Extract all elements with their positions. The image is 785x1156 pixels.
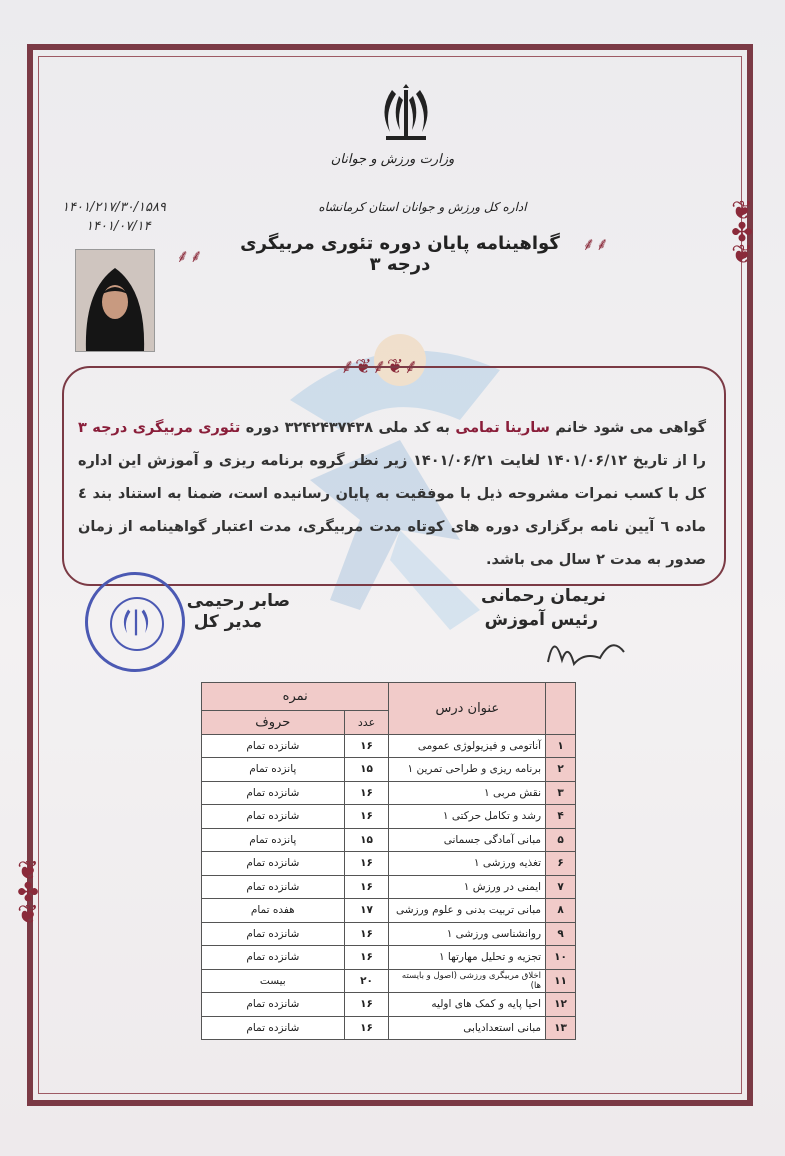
row-grade-words: شانزده تمام bbox=[202, 946, 345, 970]
row-number: ۱۱ bbox=[546, 969, 576, 993]
row-grade-words: شانزده تمام bbox=[202, 1016, 345, 1040]
row-grade-words: شانزده تمام bbox=[202, 734, 345, 758]
table-row bbox=[202, 758, 576, 782]
row-grade-words: شانزده تمام bbox=[202, 993, 345, 1017]
table-row bbox=[202, 969, 576, 993]
row-number: ۱۳ bbox=[546, 1016, 576, 1040]
row-subject: ایمنی در ورزش ۱ bbox=[389, 875, 546, 899]
row-subject: مبانی استعدادیابی bbox=[389, 1016, 546, 1040]
side-ornament-right-icon: ❦ ✤ ❦ bbox=[731, 196, 753, 270]
course-name: تئوری مربیگری درجه ۳ bbox=[78, 420, 241, 436]
row-number: ۱۰ bbox=[546, 946, 576, 970]
table-row bbox=[202, 805, 576, 829]
row-grade-digits: ۱۶ bbox=[344, 734, 389, 758]
row-subject: برنامه ریزی و طراحی تمرین ۱ bbox=[389, 758, 546, 782]
row-subject: تجزیه و تحلیل مهارتها ۱ bbox=[389, 946, 546, 970]
table-header-subject: عنوان درس bbox=[389, 683, 546, 735]
row-number: ۴ bbox=[546, 805, 576, 829]
table-row bbox=[202, 1016, 576, 1040]
row-number: ۷ bbox=[546, 875, 576, 899]
iran-emblem-icon bbox=[374, 84, 438, 144]
row-grade-words: شانزده تمام bbox=[202, 852, 345, 876]
row-number: ۱۲ bbox=[546, 993, 576, 1017]
row-subject: مبانی آمادگی جسمانی bbox=[389, 828, 546, 852]
row-subject: اخلاق مربیگری ورزشی (اصول و بایسته ها) bbox=[389, 969, 546, 993]
row-number: ۶ bbox=[546, 852, 576, 876]
row-grade-digits: ۱۶ bbox=[344, 852, 389, 876]
recipient-name: سارینا تمامی bbox=[455, 420, 550, 436]
row-grade-words: بیست bbox=[202, 969, 345, 993]
row-grade-words: پانزده تمام bbox=[202, 828, 345, 852]
table-row bbox=[202, 922, 576, 946]
certificate-body bbox=[78, 412, 706, 577]
ornament-right-icon: ⸙⸙ bbox=[582, 234, 609, 255]
ornament-left-icon: ⸙⸙ bbox=[176, 246, 203, 267]
applicant-photo bbox=[75, 249, 155, 352]
table-row bbox=[202, 899, 576, 923]
row-grade-digits: ۱۶ bbox=[344, 922, 389, 946]
row-grade-digits: ۱۵ bbox=[344, 758, 389, 782]
row-number: ۵ bbox=[546, 828, 576, 852]
row-number: ۲ bbox=[546, 758, 576, 782]
row-grade-words: شانزده تمام bbox=[202, 805, 345, 829]
panel-ornament-icon: ⸙❦⸙❦⸙ bbox=[340, 354, 419, 378]
row-subject: روانشناسی ورزشی ۱ bbox=[389, 922, 546, 946]
body-part-3: را از تاریخ ۱۴۰۱/۰۶/۱۲ لغایت ۱۴۰۱/۰۶/۲۱ زیر نظر گروه برنامه ریزی و آموزش این اداره کل با کسب نمرات مشروحه ذیل با موفقیت به پایان رسانیده است، ضمنا به استناد بند ٤ ماده ٦ آیین نامه برگزاری دوره های کوتاه مدت مربیگری، مدت اعتبار گواهینامه از زمان صدور به مدت ۲ سال می باشد. bbox=[78, 453, 706, 568]
row-grade-digits: ۱۶ bbox=[344, 993, 389, 1017]
table-row bbox=[202, 828, 576, 852]
row-number: ۹ bbox=[546, 922, 576, 946]
row-number: ۸ bbox=[546, 899, 576, 923]
office-name: اداره کل ورزش و جوانان استان کرمانشاه bbox=[318, 200, 527, 214]
table-row bbox=[202, 734, 576, 758]
body-part-2: به کد ملی ۳۲۴۲۴۳۷۴۳۸ دوره bbox=[240, 420, 456, 436]
table-row bbox=[202, 875, 576, 899]
row-subject: مبانی تربیت بدنی و علوم ورزشی bbox=[389, 899, 546, 923]
reference-date: ۱۴۰۱/۰۷/۱۴ bbox=[86, 219, 151, 234]
row-subject: رشد و تکامل حرکتی ۱ bbox=[389, 805, 546, 829]
training-head-title: رئیس آموزش bbox=[484, 610, 598, 630]
row-grade-digits: ۱۶ bbox=[344, 946, 389, 970]
row-subject: تغذیه ورزشی ۱ bbox=[389, 852, 546, 876]
side-ornament-left-icon: ❦ ✤ ❦ bbox=[17, 856, 39, 930]
row-subject: آناتومی و فیزیولوژی عمومی bbox=[389, 734, 546, 758]
row-subject: احیا پایه و کمک های اولیه bbox=[389, 993, 546, 1017]
table-row bbox=[202, 852, 576, 876]
table-row bbox=[202, 946, 576, 970]
official-seal-icon bbox=[85, 572, 185, 672]
row-grade-words: شانزده تمام bbox=[202, 875, 345, 899]
signature-scribble-icon bbox=[540, 622, 630, 672]
row-grade-digits: ۲۰ bbox=[344, 969, 389, 993]
row-grade-digits: ۱۶ bbox=[344, 1016, 389, 1040]
row-grade-words: شانزده تمام bbox=[202, 922, 345, 946]
row-number: ۳ bbox=[546, 781, 576, 805]
table-header-digits: عدد bbox=[344, 711, 389, 735]
director-name: صابر رحیمی bbox=[186, 591, 290, 611]
row-grade-digits: ۱۶ bbox=[344, 781, 389, 805]
table-row bbox=[202, 781, 576, 805]
row-grade-digits: ۱۷ bbox=[344, 899, 389, 923]
row-grade-digits: ۱۶ bbox=[344, 875, 389, 899]
training-head-name: نریمان رحمانی bbox=[481, 586, 606, 606]
table-header-words: حروف bbox=[202, 711, 345, 735]
body-part-1: گواهی می شود خانم bbox=[549, 420, 707, 436]
row-grade-digits: ۱۵ bbox=[344, 828, 389, 852]
row-subject: نقش مربی ۱ bbox=[389, 781, 546, 805]
ministry-name: وزارت ورزش و جوانان bbox=[330, 152, 455, 167]
table-row bbox=[202, 993, 576, 1017]
reference-number: ۱۴۰۱/۲۱۷/۳۰/۱۵۸۹ bbox=[62, 200, 166, 215]
grades-table bbox=[201, 682, 576, 1040]
row-grade-digits: ۱۶ bbox=[344, 805, 389, 829]
row-grade-words: هفده تمام bbox=[202, 899, 345, 923]
certificate-title: گواهینامه پایان دوره تئوری مربیگری درجه ۳ bbox=[240, 233, 560, 275]
row-number: ۱ bbox=[546, 734, 576, 758]
director-title: مدیر کل bbox=[193, 612, 262, 632]
row-grade-words: پانزده تمام bbox=[202, 758, 345, 782]
table-header-grade: نمره bbox=[202, 683, 389, 711]
table-header-number bbox=[546, 683, 576, 735]
row-grade-words: شانزده تمام bbox=[202, 781, 345, 805]
